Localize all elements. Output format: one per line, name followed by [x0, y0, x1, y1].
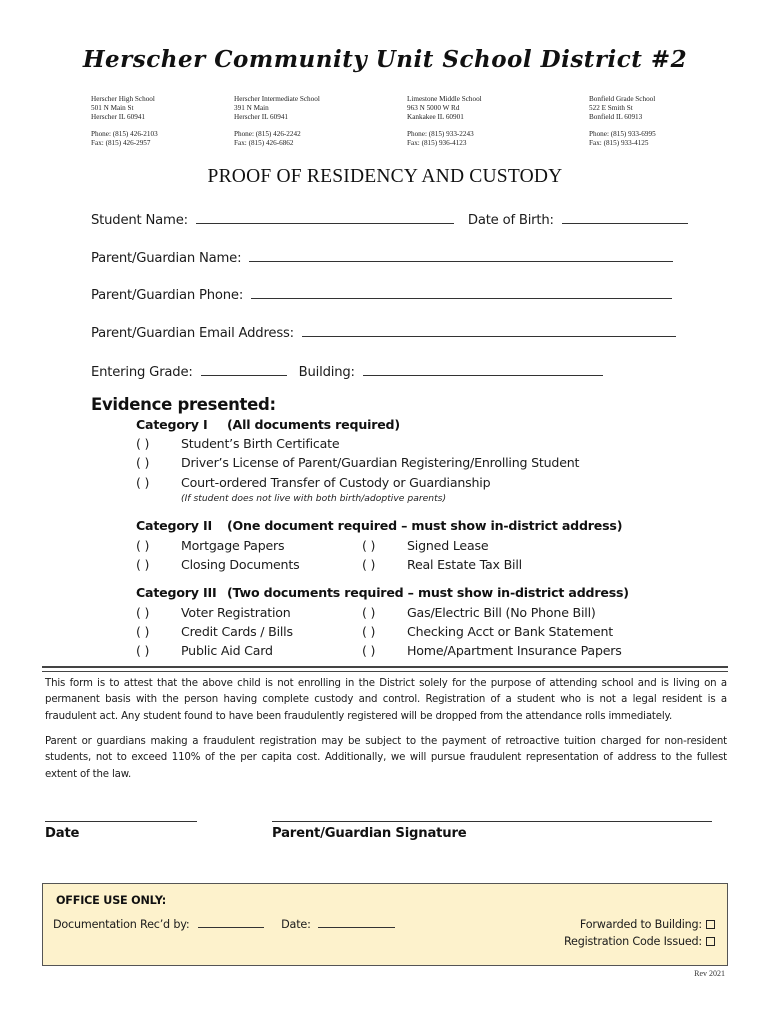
category-2-requirement: (One document required – must show in-district address): [227, 518, 623, 533]
penalty-paragraph: Parent or guardians making a fraudulent registration may be subject to the payment of retroactive tuition charged for non-resident students, not to exceed 110% of the per capita cost. Additionally, we will pursue fraudulent representation of address to the fullest extent of the law.: [45, 736, 727, 780]
item-label: Court-ordered Transfer of Custody or Guardianship: [181, 475, 491, 490]
category-1-label: Category I: [136, 417, 208, 432]
school-phone: Phone: (815) 426-2103: [91, 129, 158, 138]
checkbox-paren[interactable]: ( ): [136, 455, 150, 470]
category-3-label: Category III: [136, 585, 217, 600]
school-address-herscher-high: [91, 95, 158, 148]
revision-label: Rev 2021: [694, 969, 725, 978]
checkbox-paren[interactable]: ( ): [362, 605, 376, 620]
category-1-heading: [136, 417, 400, 432]
student-info-row: [91, 213, 688, 228]
school-fax: Fax: (815) 936-4123: [407, 138, 467, 147]
date-of-birth-field[interactable]: [562, 213, 688, 224]
checkbox-paren[interactable]: ( ): [362, 538, 376, 553]
school-phone: Phone: (815) 933-2243: [407, 129, 474, 138]
office-use-box: [42, 883, 728, 966]
building-field[interactable]: [363, 365, 603, 376]
category-3-requirement: (Two documents required – must show in-district address): [227, 585, 629, 600]
school-name: Limestone Middle School: [407, 95, 482, 103]
school-phone: Phone: (815) 426-2242: [234, 129, 301, 138]
checkbox-paren[interactable]: ( ): [362, 624, 376, 639]
checkbox-paren[interactable]: ( ): [136, 605, 150, 620]
category-1-item-birth-certificate[interactable]: [136, 436, 339, 451]
category-3-item-public-aid[interactable]: [136, 643, 273, 658]
category-3-heading: [136, 585, 629, 600]
checkbox-paren[interactable]: ( ): [362, 643, 376, 658]
entering-grade-label: Entering Grade:: [91, 365, 193, 380]
item-label: Public Aid Card: [181, 643, 273, 658]
school-phone: Phone: (815) 933-6995: [589, 129, 656, 138]
item-label: Gas/Electric Bill (No Phone Bill): [407, 605, 596, 620]
checkbox-paren[interactable]: ( ): [136, 624, 150, 639]
checkbox-paren[interactable]: ( ): [136, 643, 150, 658]
parent-phone-field[interactable]: [251, 288, 672, 299]
school-fax: Fax: (815) 426-2957: [91, 138, 151, 147]
district-title: Herscher Community Unit School District #2: [82, 46, 688, 73]
category-3-item-credit-cards[interactable]: [136, 624, 293, 639]
checkbox-paren[interactable]: ( ): [136, 557, 150, 572]
school-city: Herscher IL 60941: [234, 113, 289, 122]
category-3-item-voter[interactable]: [136, 605, 291, 620]
category-1-item-custody-transfer[interactable]: [136, 475, 490, 490]
checkbox-paren[interactable]: ( ): [136, 475, 150, 490]
evidence-heading: Evidence presented:: [91, 395, 276, 414]
item-label: Credit Cards / Bills: [181, 624, 293, 639]
parent-name-row: [91, 251, 673, 266]
parent-signature-label: Parent/Guardian Signature: [272, 826, 467, 841]
documentation-row: [53, 918, 395, 931]
category-1-note: (If student does not live with both birth/adoptive parents): [181, 493, 447, 504]
school-fax: Fax: (815) 933-4125: [589, 138, 649, 147]
office-use-title: OFFICE USE ONLY:: [56, 894, 167, 907]
forwarded-label: Forwarded to Building:: [579, 918, 702, 931]
school-fax: Fax: (815) 426-6862: [234, 138, 294, 147]
item-label: Driver’s License of Parent/Guardian Registering/Enrolling Student: [181, 455, 580, 470]
registration-code-checkbox[interactable]: [706, 937, 715, 946]
item-label: Student’s Birth Certificate: [181, 436, 340, 451]
school-street: 391 N Main: [234, 104, 269, 113]
registration-code-label: Registration Code Issued:: [563, 935, 702, 948]
parent-phone-row: [91, 288, 672, 303]
forwarded-row: [580, 918, 715, 931]
category-3-item-bank-statement[interactable]: [362, 624, 613, 639]
school-city: Bonfield IL 60913: [589, 113, 643, 122]
parent-name-label: Parent/Guardian Name:: [91, 251, 242, 266]
checkbox-paren[interactable]: ( ): [362, 557, 376, 572]
category-1-requirement: (All documents required): [227, 417, 400, 432]
school-address-limestone-middle: [407, 95, 482, 148]
checkbox-paren[interactable]: ( ): [136, 538, 150, 553]
category-3-item-insurance[interactable]: [362, 643, 622, 658]
item-label: Closing Documents: [181, 557, 300, 572]
school-address-bonfield-grade: [589, 95, 656, 148]
documentation-field[interactable]: [198, 919, 264, 928]
checkbox-paren[interactable]: ( ): [136, 436, 150, 451]
category-2-label: Category II: [136, 518, 212, 533]
category-2-item-closing[interactable]: [136, 557, 299, 572]
form-title: PROOF OF RESIDENCY AND CUSTODY: [207, 166, 563, 187]
student-name-field[interactable]: [196, 213, 454, 224]
building-label: Building:: [298, 365, 355, 380]
student-name-label: Student Name:: [91, 213, 188, 228]
item-label: Mortgage Papers: [181, 538, 285, 553]
date-signature-line[interactable]: [45, 821, 197, 822]
entering-grade-field[interactable]: [201, 365, 287, 376]
forwarded-checkbox[interactable]: [706, 920, 715, 929]
school-city: Herscher IL 60941: [91, 113, 146, 122]
school-city: Kankakee IL 60901: [407, 113, 464, 122]
category-2-heading: [136, 518, 622, 533]
parent-signature-line[interactable]: [272, 821, 712, 822]
category-3-item-gas-electric[interactable]: [362, 605, 596, 620]
date-signature-label: Date: [45, 826, 80, 841]
documentation-label: Documentation Rec’d by:: [53, 918, 190, 931]
school-name: Herscher High School: [91, 95, 155, 103]
item-label: Real Estate Tax Bill: [407, 557, 522, 572]
item-label: Home/Apartment Insurance Papers: [407, 643, 622, 658]
category-2-item-lease[interactable]: [362, 538, 488, 553]
section-divider: [42, 666, 728, 672]
item-label: Voter Registration: [181, 605, 291, 620]
attestation-paragraph: This form is to attest that the above child is not enrolling in the District solely for the purpose of attending school and is living on a permanent basis with the person having complete custody and control. Registration of a student who is not a legal resident is a fraudulent act. Any student found to have been fraudulently registered will be dropped from the attendance rolls immediately.: [45, 678, 727, 722]
school-street: 963 N 5000 W Rd: [407, 104, 460, 113]
category-1-item-drivers-license[interactable]: [136, 455, 579, 470]
parent-email-label: Parent/Guardian Email Address:: [91, 326, 294, 341]
office-date-field[interactable]: [318, 919, 395, 928]
date-of-birth-label: Date of Birth:: [467, 213, 554, 228]
school-street: 522 E Smith St: [589, 104, 633, 113]
parent-email-field[interactable]: [302, 326, 676, 337]
grade-building-row: [91, 365, 603, 380]
registration-code-row: [564, 935, 715, 948]
school-name: Bonfield Grade School: [589, 95, 656, 103]
office-date-label: Date:: [281, 918, 311, 931]
parent-phone-label: Parent/Guardian Phone:: [91, 288, 244, 303]
category-2-item-tax-bill[interactable]: [362, 557, 522, 572]
item-label: Checking Acct or Bank Statement: [407, 624, 613, 639]
item-label: Signed Lease: [407, 538, 489, 553]
school-name: Herscher Intermediate School: [234, 95, 320, 103]
parent-email-row: [91, 326, 676, 341]
school-street: 501 N Main St: [91, 104, 134, 113]
school-address-herscher-intermediate: [234, 95, 320, 148]
parent-name-field[interactable]: [249, 251, 673, 262]
category-2-item-mortgage[interactable]: [136, 538, 284, 553]
